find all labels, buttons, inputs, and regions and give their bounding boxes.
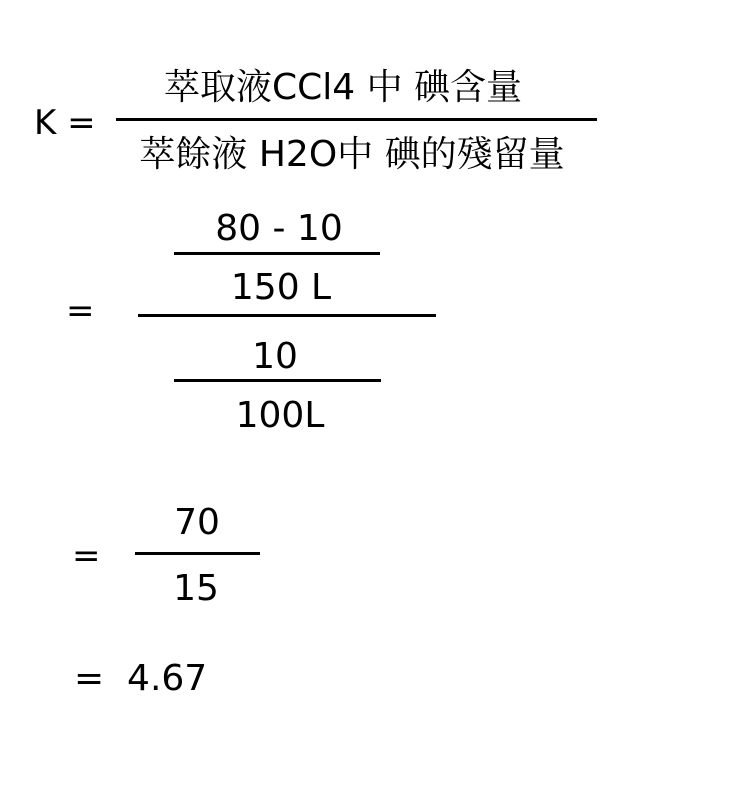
lower-numerator: 10 (252, 336, 298, 377)
definition-denominator: 萃餘液 H2O中 碘的殘留量 (139, 134, 565, 175)
simplified-denominator: 15 (173, 568, 219, 609)
equals-sign-row3: = (72, 536, 101, 576)
upper-fraction-bar (174, 252, 380, 255)
upper-numerator: 80 - 10 (215, 208, 343, 249)
lower-fraction-bar (174, 379, 381, 382)
simplified-fraction-bar (135, 552, 260, 555)
definition-numerator: 萃取液CCl4 中 碘含量 (163, 67, 523, 108)
k-equals-label: K = (34, 103, 96, 143)
result-value: = 4.67 (74, 658, 208, 699)
equals-sign-row2: = (66, 291, 95, 331)
lower-denominator: 100L (235, 395, 325, 436)
upper-denominator: 150 L (230, 267, 332, 308)
main-fraction-bar (138, 314, 436, 317)
definition-fraction-bar (116, 118, 597, 121)
simplified-numerator: 70 (174, 502, 220, 543)
